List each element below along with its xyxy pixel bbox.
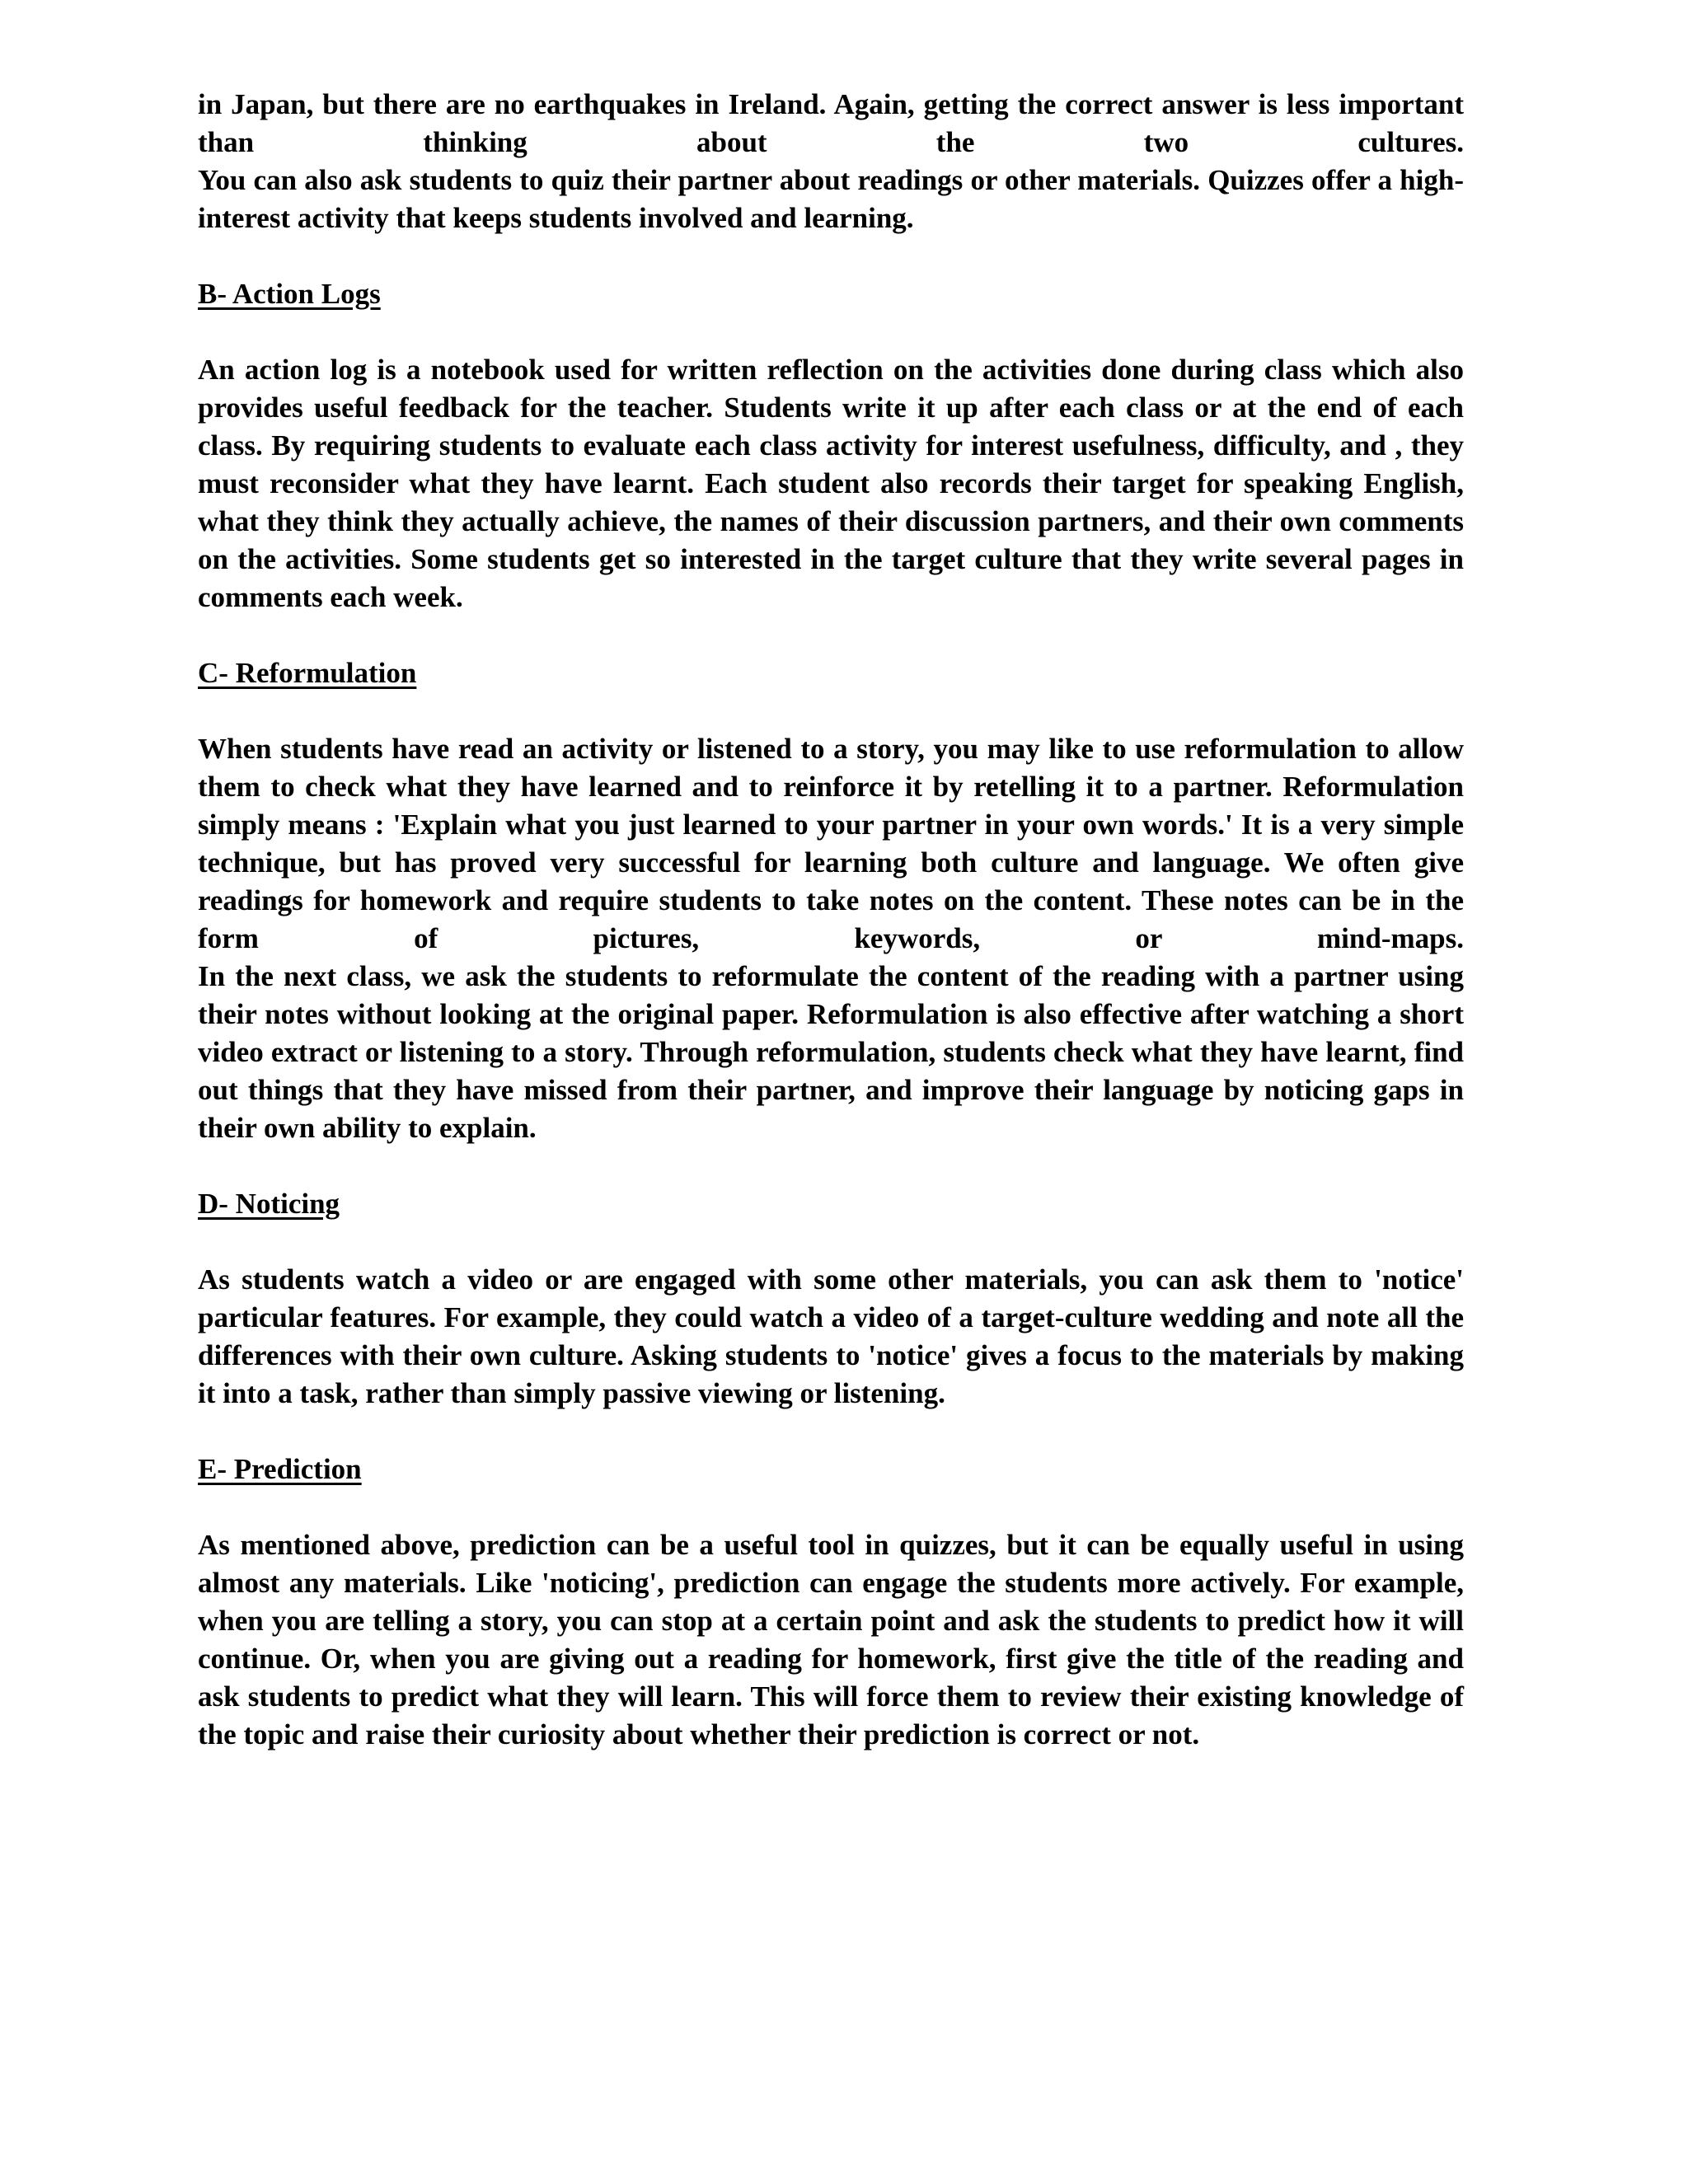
section-heading-prediction: E- Prediction <box>198 1453 362 1485</box>
spacer <box>198 616 1464 654</box>
section-heading-noticing: D- Noticing <box>198 1188 340 1220</box>
section-heading-reformulation: C- Reformulation <box>198 657 417 689</box>
spacer <box>198 237 1464 275</box>
section-body-prediction: As mentioned above, prediction can be a useful tool in quizzes, but it can be equally useful in using almost any materials. Like 'noticing', prediction can engage the students more actively. For example, when you are telling a story, you can stop at a certain point and ask the students to predict how it will continue. Or, when you are giving out a reading for homework, first give the title of the reading and ask students to predict what they will learn. This will force them to review their existing knowledge of the topic and raise their curiosity about whether their prediction is correct or not. <box>198 1529 1464 1750</box>
section-body-action-logs: An action log is a notebook used for written reflection on the activities done during class which also provides useful feedback for the teacher. Students write it up after each class or at the end of each class. By requiring students to evaluate each class activity for interest usefulness, difficulty, and , they must reconsider what they have learnt. Each student also records their target for speaking English, what they think they actually achieve, the names of their discussion partners, and their own comments on the activities. Some students get so interested in the target culture that they write several pages in comments each week. <box>198 354 1464 613</box>
spacer <box>198 1147 1464 1185</box>
document-page <box>198 86 1464 1754</box>
section-body-reformulation-b: In the next class, we ask the students to reformulate the content of the reading with a partner using their notes without looking at the original paper. Reformulation is also effective after watching a short video extract or listening to a story. Through reformulation, students check what they have learnt, find out things that they have missed from their partner, and improve their language by noticing gaps in their own ability to explain. <box>198 960 1464 1144</box>
spacer <box>198 1223 1464 1261</box>
spacer <box>198 313 1464 351</box>
section-heading-action-logs: B- Action Logs <box>198 278 381 310</box>
section-body-reformulation-a: When students have read an activity or listened to a story, you may like to use reformulation to allow them to check what they have learned and to reinforce it by retelling it to a partner. Reformulation simply means : 'Explain what you just learned to your partner in your own words.' It is a very simple technique, but has proved very successful for learning both culture and language. We often give readings for homework and require students to take notes on the content. These notes can be in the form of pictures, keywords, or mind-maps. <box>198 733 1464 954</box>
section-body-noticing: As students watch a video or are engaged with some other materials, you can ask them to 'notice' particular features. For example, they could watch a video of a target-culture wedding and note all the differences with their own culture. Asking students to 'notice' gives a focus to the materials by making it into a task, rather than simply passive viewing or listening. <box>198 1263 1464 1409</box>
spacer <box>198 1413 1464 1451</box>
intro-paragraph-b: You can also ask students to quiz their partner about readings or other materials. Quizzes offer a high-interest activity that keeps students involved and learning. <box>198 164 1464 234</box>
spacer <box>198 1488 1464 1526</box>
intro-paragraph-a: in Japan, but there are no earthquakes in Ireland. Again, getting the correct answer is less important than thinking about the two cultures. <box>198 88 1464 158</box>
spacer <box>198 692 1464 730</box>
